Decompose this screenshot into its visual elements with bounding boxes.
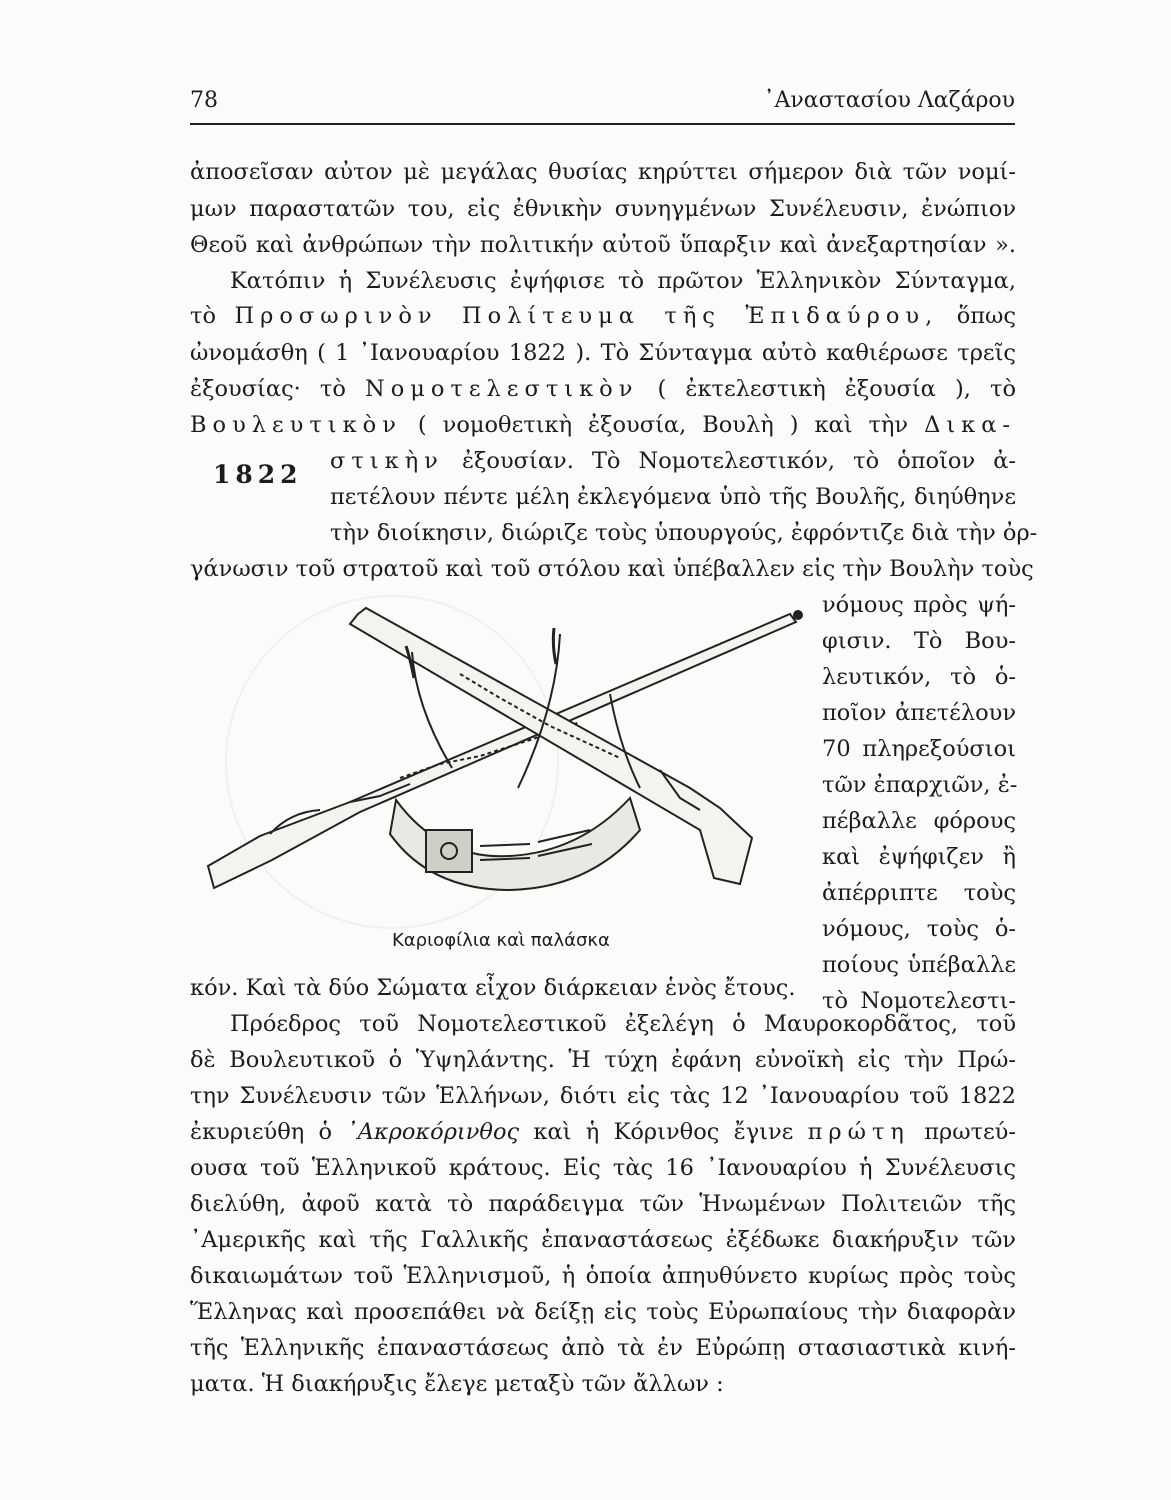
text-line [330,445,1016,477]
text-line: καὶ ἐψήφιζεν ἢ [822,844,1016,870]
text-line: ποίους ὑπέβαλλε [822,952,1016,978]
text-fragment: ( ἐκτελεστικὴ ἐξουσία ), τὸ [657,376,1016,402]
margin-year: 1822 [213,460,303,489]
text-line: νόμους, τοὺς ὁ- [822,916,1016,942]
text-line: γάνωσιν τοῦ στρατοῦ καὶ τοῦ στόλου καὶ ὑπέβαλλεν εἰς τὴν Βουλὴν τοὺς [190,556,1034,582]
text-line: ἀποσεῖσαν αὐτον μὲ μεγάλας θυσίας κηρύττει σήμερον διὰ τῶν νομί- [190,159,1016,185]
spaced-term: Βουλευτικὸν [190,412,402,438]
page-number: 78 [190,88,218,113]
text-fragment: ἐξουσίαν. Τὸ Νομοτελεστικόν, τὸ ὁποῖον ἀ- [461,448,1017,474]
text-line: διελύθη, ἀφοῦ κατὰ τὸ παράδειγμα τῶν Ἡνωμένων Πολιτειῶν τῆς [190,1191,1016,1217]
text-line: φισιν. Τὸ Βου- [822,628,1016,654]
header-rule [190,123,1015,125]
text-fragment: καὶ ἡ Κόρινθος ἔγινε [533,1119,794,1145]
text-line: την Συνέλευσιν τῶν Ἑλλήνων, διότι εἰς τὰς 12 ᾿Ιανουαρίου τοῦ 1822 [190,1083,1016,1109]
text-line: τὸ Νομοτελεστι- [822,988,1016,1014]
text-fragment: ( νομοθετικὴ ἐξουσία, Βουλὴ ) καὶ τὴν [417,412,909,438]
spaced-term: Νομοτελεστικὸν [365,376,639,402]
text-line: νόμους πρὸς ψή- [822,592,1016,618]
text-line: Θεοῦ καὶ ἀνθρώπων τὴν πολιτικήν αὐτοῦ ὕπαρξιν καὶ ἀνεξαρτησίαν ». [190,232,1016,258]
text-line: τῆς Ἑλληνικῆς ἐπαναστάσεως ἀπὸ τὰ ἐν Εὐρώπῃ στασιαστικὰ κινή- [190,1335,1016,1361]
text-line: δικαιωμάτων τοῦ Ἑλληνισμοῦ, ἡ ὁποία ἀπηυθύνετο κυρίως πρὸς τοὺς [190,1263,1016,1289]
text-line [190,1116,1016,1148]
text-line [190,300,1016,332]
text-line: δὲ Βουλευτικοῦ ὁ Ὑψηλάντης. Ἡ τύχη ἐφάνη εὐνοϊκὴ εἰς τὴν Πρώ- [190,1047,1016,1073]
text-line: ποῖον ἀπετέλουν [822,700,1016,726]
text-line: ματα. Ἡ διακήρυξις ἔλεγε μεταξὺ τῶν ἄλλων : [190,1371,724,1397]
running-title: ᾿Αναστασίου Λαζάρου [763,88,1015,113]
text-line [190,409,1016,441]
text-fragment: ἐξουσίας· τὸ [190,376,346,402]
spaced-term: Δικα- [924,412,1017,438]
text-line: Ἕλληνας καὶ προσεπάθει νὰ δείξῃ εἰς τοὺς Εὐρωπαίους τὴν διαφορὰν [190,1299,1016,1325]
spaced-term: πρώτη [807,1119,910,1145]
muskets-and-cartridge-belt-illustration [200,598,812,918]
spaced-title: Προσωρινὸν Πολίτευμα τῆς Ἐπιδαύρου, [234,303,939,329]
italic-term: ᾿Ακροκόρινθος [346,1119,520,1145]
text-line: πετέλουν πέντε μέλη ἐκλεγόμενα ὑπὸ τῆς Βουλῆς, διηύθηνε [330,484,1016,510]
spaced-term: στικὴν [330,448,444,474]
text-fragment: τὸ [190,303,216,329]
text-line: κόν. Καὶ τὰ δύο Σώματα εἶχον διάρκειαν ἑνὸς ἔτους. [190,975,796,1001]
text-line: ὠνομάσθη ( 1 ᾿Ιανουαρίου 1822 ). Τὸ Σύνταγμα αὐτὸ καθιέρωσε τρεῖς [190,340,1016,366]
text-line: μων παραστατῶν του, εἰς ἐθνικὴν συνηγμένων Συνέλευσιν, ἐνώπιον [190,196,1016,222]
text-line: ουσα τοῦ Ἑλληνικοῦ κράτους. Εἰς τὰς 16 ᾿Ιανουαρίου ἡ Συνέλευσις [190,1155,1016,1181]
text-line: πέβαλλε φόρους [822,808,1016,834]
text-line: Κατόπιν ἡ Συνέλευσις ἐψήφισε τὸ πρῶτον Ἑλληνικὸν Σύνταγμα, [230,268,1016,294]
text-line: ἀπέρριπτε τοὺς [822,880,1016,906]
text-line: 70 πληρεξούσιοι [822,736,1016,762]
text-line: Πρόεδρος τοῦ Νομοτελεστικοῦ ἐξελέγη ὁ Μαυροκορδᾶτος, τοῦ [230,1011,1016,1037]
text-fragment: ἐκυριεύθη ὁ [190,1119,333,1145]
text-fragment: πρωτεύ- [924,1119,1016,1145]
text-fragment: ὅπως [956,303,1017,329]
text-line: ᾿Αμερικῆς καὶ τῆς Γαλλικῆς ἐπαναστάσεως ἐξέδωκε διακήρυξιν τῶν [190,1227,1016,1253]
text-line: λευτικόν, τὸ ὁ- [822,664,1016,690]
text-line: τῶν ἐπαρχιῶν, ἐ- [822,772,1018,798]
text-line: τὴν διοίκησιν, διώριζε τοὺς ὑπουργούς, ἐφρόντιζε διὰ τὴν ὀρ- [330,520,1038,546]
text-line [190,373,1016,405]
figure-caption: Καριοφίλια καὶ παλάσκα [392,930,610,951]
